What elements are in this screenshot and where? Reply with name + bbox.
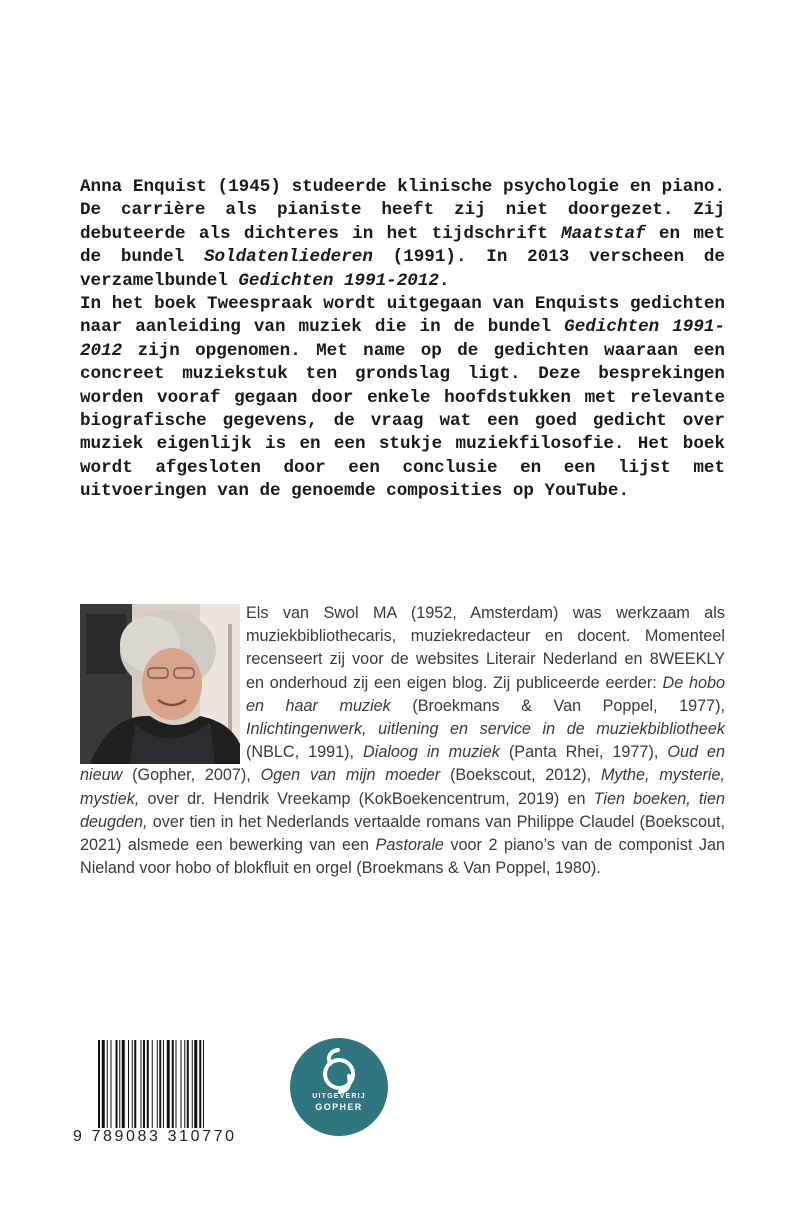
isbn-number: 9 789083 310770 [73,1128,237,1145]
blurb-paragraph-2: In het boek Tweespraak wordt uitgegaan van Enquists gedichten naar aanleiding van muziek die in de bundel Gedichten 1991-2012 zijn opgenomen. Met name op de gedichten waaraan een concreet muziekstuk ten grondslag ligt. Deze besprekingen worden vooraf gegaan door enkele hoofdstukken met relevante biografische gegevens, de vraag wat een goed gedicht over muziek eigenlijk is en een stukje muziekfilosofie. Het boek wordt afgesloten door een conclusie en een lijst met uitvoeringen van de genoemde composities op YouTube. [80,294,725,502]
gopher-g-icon [290,1038,388,1136]
publisher-name-line1: UITGEVERIJ [312,1093,366,1100]
publisher-logo [290,1038,388,1136]
author-bio: Els van Swol MA (1952, Amsterdam) was werkzaam als muziekbibliothecaris, muziekredacteur en docent. Momenteel recenseert zij voor de websites Literair Nederland en 8WEEKLY en onderhoud zij een eigen blog. Zij publiceerde eerder: De hobo en haar muziek (Broekmans & Van Poppel, 1977), Inlichtingenwerk, uitlening en service in de muziekbibliotheek (NBLC, 1991), Dialoog in muziek (Panta Rhei, 1977), Oud en nieuw (Gopher, 2007), Ogen van mijn moeder (Boekscout, 2012), Mythe, mysterie, mystiek, over dr. Hendrik Vreekamp (KokBoekencentrum, 2019) en Tien boeken, tien deugden, over tien in het Nederlands vertaalde romans van Philippe Claudel (Boekscout, 2021) alsmede een bewerking van een Pastorale voor 2 piano’s van de componist Jan Nieland voor hobo of blokfluit en orgel (Broekmans & Van Poppel, 1980). [80,604,726,878]
publisher-name-line2: GOPHER [315,1102,363,1112]
blurb-paragraph-1: Anna Enquist (1945) studeerde klinische psychologie en piano. De carrière als pianiste heeft zij niet doorgezet. Zij debuteerde als dichteres in het tijdschrift Maatstaf en met de bundel Soldatenliederen (1991). In 2013 verscheen de verzamelbundel Gedichten 1991-2012. [80,177,725,291]
back-cover-blurb [80,176,725,504]
